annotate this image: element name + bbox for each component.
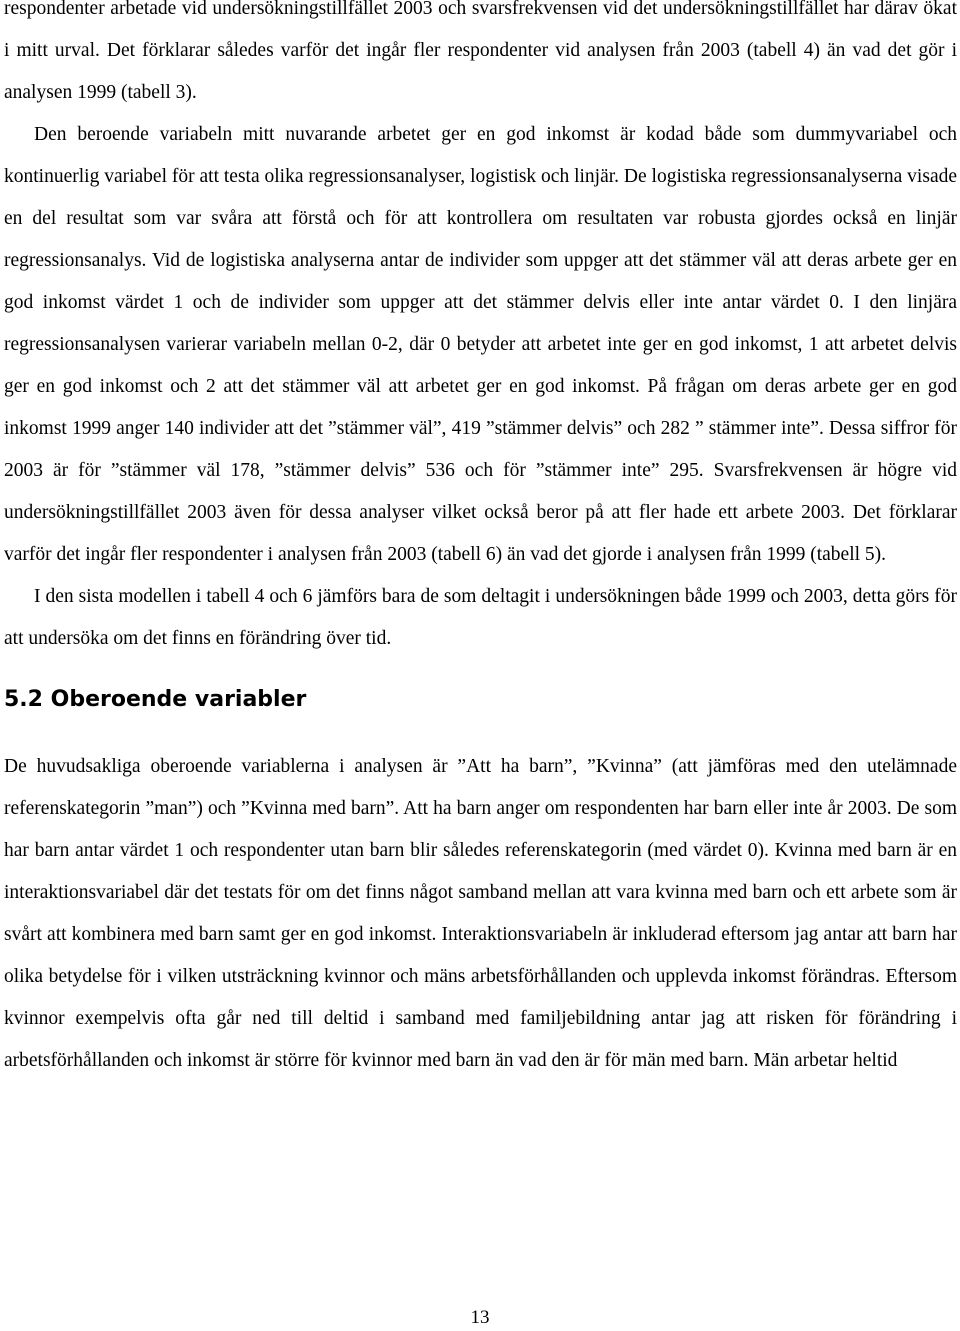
paragraph-last-model: I den sista modellen i tabell 4 och 6 jämförs bara de som deltagit i undersökningen både 1999 och 2003, detta görs för att undersöka om det finns en förändring över tid.: [4, 586, 957, 649]
section-heading: 5.2 Oberoende variabler: [4, 687, 307, 712]
paragraph-continuation: respondenter arbetade vid undersökningstillfället 2003 och svarsfrekvensen vid det undersökningstillfället har därav ökat i mitt urval. Det förklarar således varför det ingår fler respondenter vid analysen från 2003 (tabell 4) än vad det gör i analysen 1999 (tabell 3).: [4, 0, 957, 103]
spacer: [4, 660, 957, 680]
document-page: [4, 0, 957, 1082]
paragraph-independent-variables: De huvudsakliga oberoende variablerna i analysen är ”Att ha barn”, ”Kvinna” (att jämföras med den utelämnade referenskategorin ”man”) och ”Kvinna med barn”. Att ha barn anger om respondenten har barn eller inte år 2003. De som har barn antar värdet 1 och respondenter utan barn blir således referenskategorin (med värdet 0). Kvinna med barn är en interaktionsvariabel där det testats för om det finns något samband mellan att vara kvinna med barn och ett arbete som är svårt att kombinera med barn samt ger en god inkomst. Interaktionsvariabeln är inkluderad eftersom jag antar att barn har olika betydelse för i vilken utsträckning kvinnor och mäns arbetsförhållanden och upplevda inkomst förändras. Eftersom kvinnor exempelvis ofta går ned till deltid i samband med familjebildning antar jag att risken för förändring i arbetsförhållanden och inkomst är större för kvinnor med barn än vad den är för män med barn. Män arbetar heltid: [4, 756, 957, 1071]
spacer: [4, 720, 957, 746]
page-number: 13: [470, 1307, 490, 1328]
paragraph-dependent-variable: Den beroende variabeln mitt nuvarande arbetet ger en god inkomst är kodad både som dummyvariabel och kontinuerlig variabel för att testa olika regressionsanalyser, logistisk och linjär. De logistiska regressionsanalyserna visade en del resultat som var svåra att förstå och för att kontrollera om resultaten var robusta gjordes också en linjär regressionsanalys. Vid de logistiska analyserna antar de individer som uppger att det stämmer väl att deras arbete ger en god inkomst värdet 1 och de individer som uppger att det stämmer delvis eller inte antar värdet 0. I den linjära regressionsanalysen varierar variabeln mellan 0-2, där 0 betyder att arbetet inte ger en god inkomst, 1 att arbetet delvis ger en god inkomst och 2 att det stämmer väl att arbetet ger en god inkomst. På frågan om deras arbete ger en god inkomst 1999 anger 140 individer att det ”stämmer väl”, 419 ”stämmer delvis” och 282 ” stämmer inte”. Dessa siffror för 2003 är för ”stämmer väl 178, ”stämmer delvis” 536 och för ”stämmer inte” 295. Svarsfrekvensen är högre vid undersökningstillfället 2003 även för dessa analyser vilket också beror på att fler hade ett arbete 2003. Det förklarar varför det ingår fler respondenter i analysen från 2003 (tabell 6) än vad det gjorde i analysen från 1999 (tabell 5).: [4, 124, 957, 565]
